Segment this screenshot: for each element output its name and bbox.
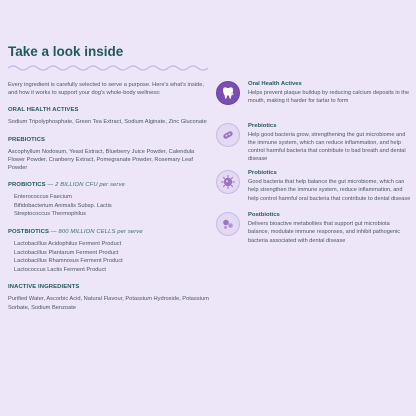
cells-icon [216,212,240,236]
tooth-icon [216,81,240,105]
postbiotics-list [8,240,211,274]
probiotics-cfu: — 2 BILLION CFU per serve [47,182,125,189]
oral-actives-text: Sodium Tripolyphosphate, Green Tea Extract, Sodium Alginate, Zinc Gluconate [8,119,207,126]
probiotics-heading [8,181,211,189]
prebiotics-text: Ascophyllum Nodosum, Yeast Extract, Blueberry Juice Powder, Calendula Flower Powder, Cranberry Extract, Pomegranate Powder, Rosemary Leaf Powder [8,148,195,172]
list-item: Lactobacillus Acidophilus Ferment Product [14,241,122,247]
list-item: Lactobacillus Rhamnosus Ferment Product [14,258,123,265]
benefit-title: Postbiotics [248,212,280,219]
benefit-text: Help good bacteria grow, strengthening the gut microbiome and the immune system, which can reduce inflammation, and help control harmful bacteria that contribute to bad breath and dental disease [248,132,406,163]
list-item: Bifidobacterium Animalis Subsp. Lactis [14,202,112,209]
benefit-title: Prebiotics [248,123,277,129]
ingredients-list [8,81,211,312]
benefit-card-prebiotics [216,122,412,163]
inactive-heading: INACTIVE INGREDIENTS [8,284,80,291]
probiotics-list [8,193,211,219]
microbe-icon [216,170,240,194]
benefit-card-probiotics [216,169,412,205]
benefit-title: Oral Health Actives [248,81,302,87]
list-item: Streptococcus Thermophilus [14,211,86,218]
benefit-text: Good bacteria that help balance the gut microbiome, which can help strengthen the immune system, reduce inflammation, and help control harmful oral bacteria that contribute to dental disease [248,179,411,202]
postbiotics-cfu: — 800 MILLION CELLS per serve [50,229,143,235]
oral-actives-heading: ORAL HEALTH ACTIVES [8,107,79,114]
inactive-text: Purified Water, Ascorbic Acid, Natural Flavour, Potassium Hydroxide, Potassium Sorbate, Sodium Benzoate [8,296,209,311]
list-item: Lactobacillus Plantarum Ferment Product [14,249,119,256]
benefit-card-oral [216,80,412,116]
benefit-title: Probiotics [248,170,277,177]
page-title: Take a look inside [8,44,124,59]
list-item: Enterococcus Faecium [14,194,72,201]
benefits-column [216,80,412,247]
bacteria-icon [216,123,240,147]
benefit-text: Delivers bioactive metabolites that support gut microbiota balance, modulate immune responses, and inhibit pathogenic bacteria associated with dental disease [248,221,401,244]
postbiotics-heading-label: POSTBIOTICS [8,229,50,235]
intro-text: Every ingredient is carefully selected to serve a purpose. Here's what's inside, and how it works to support your dog's whole-body wellness: [8,82,204,97]
benefit-text: Helps prevent plaque buildup by reducing calcium deposits in the mouth, making it harder for tartar to form [248,90,410,105]
postbiotics-heading [8,228,211,236]
probiotics-heading-label: PROBIOTICS [8,182,46,189]
prebiotics-heading: PREBIOTICS [8,136,46,143]
wave-divider [8,64,210,72]
list-item: Lactococcus Lactis Ferment Product [14,266,106,273]
benefit-card-postbiotics [216,211,412,247]
